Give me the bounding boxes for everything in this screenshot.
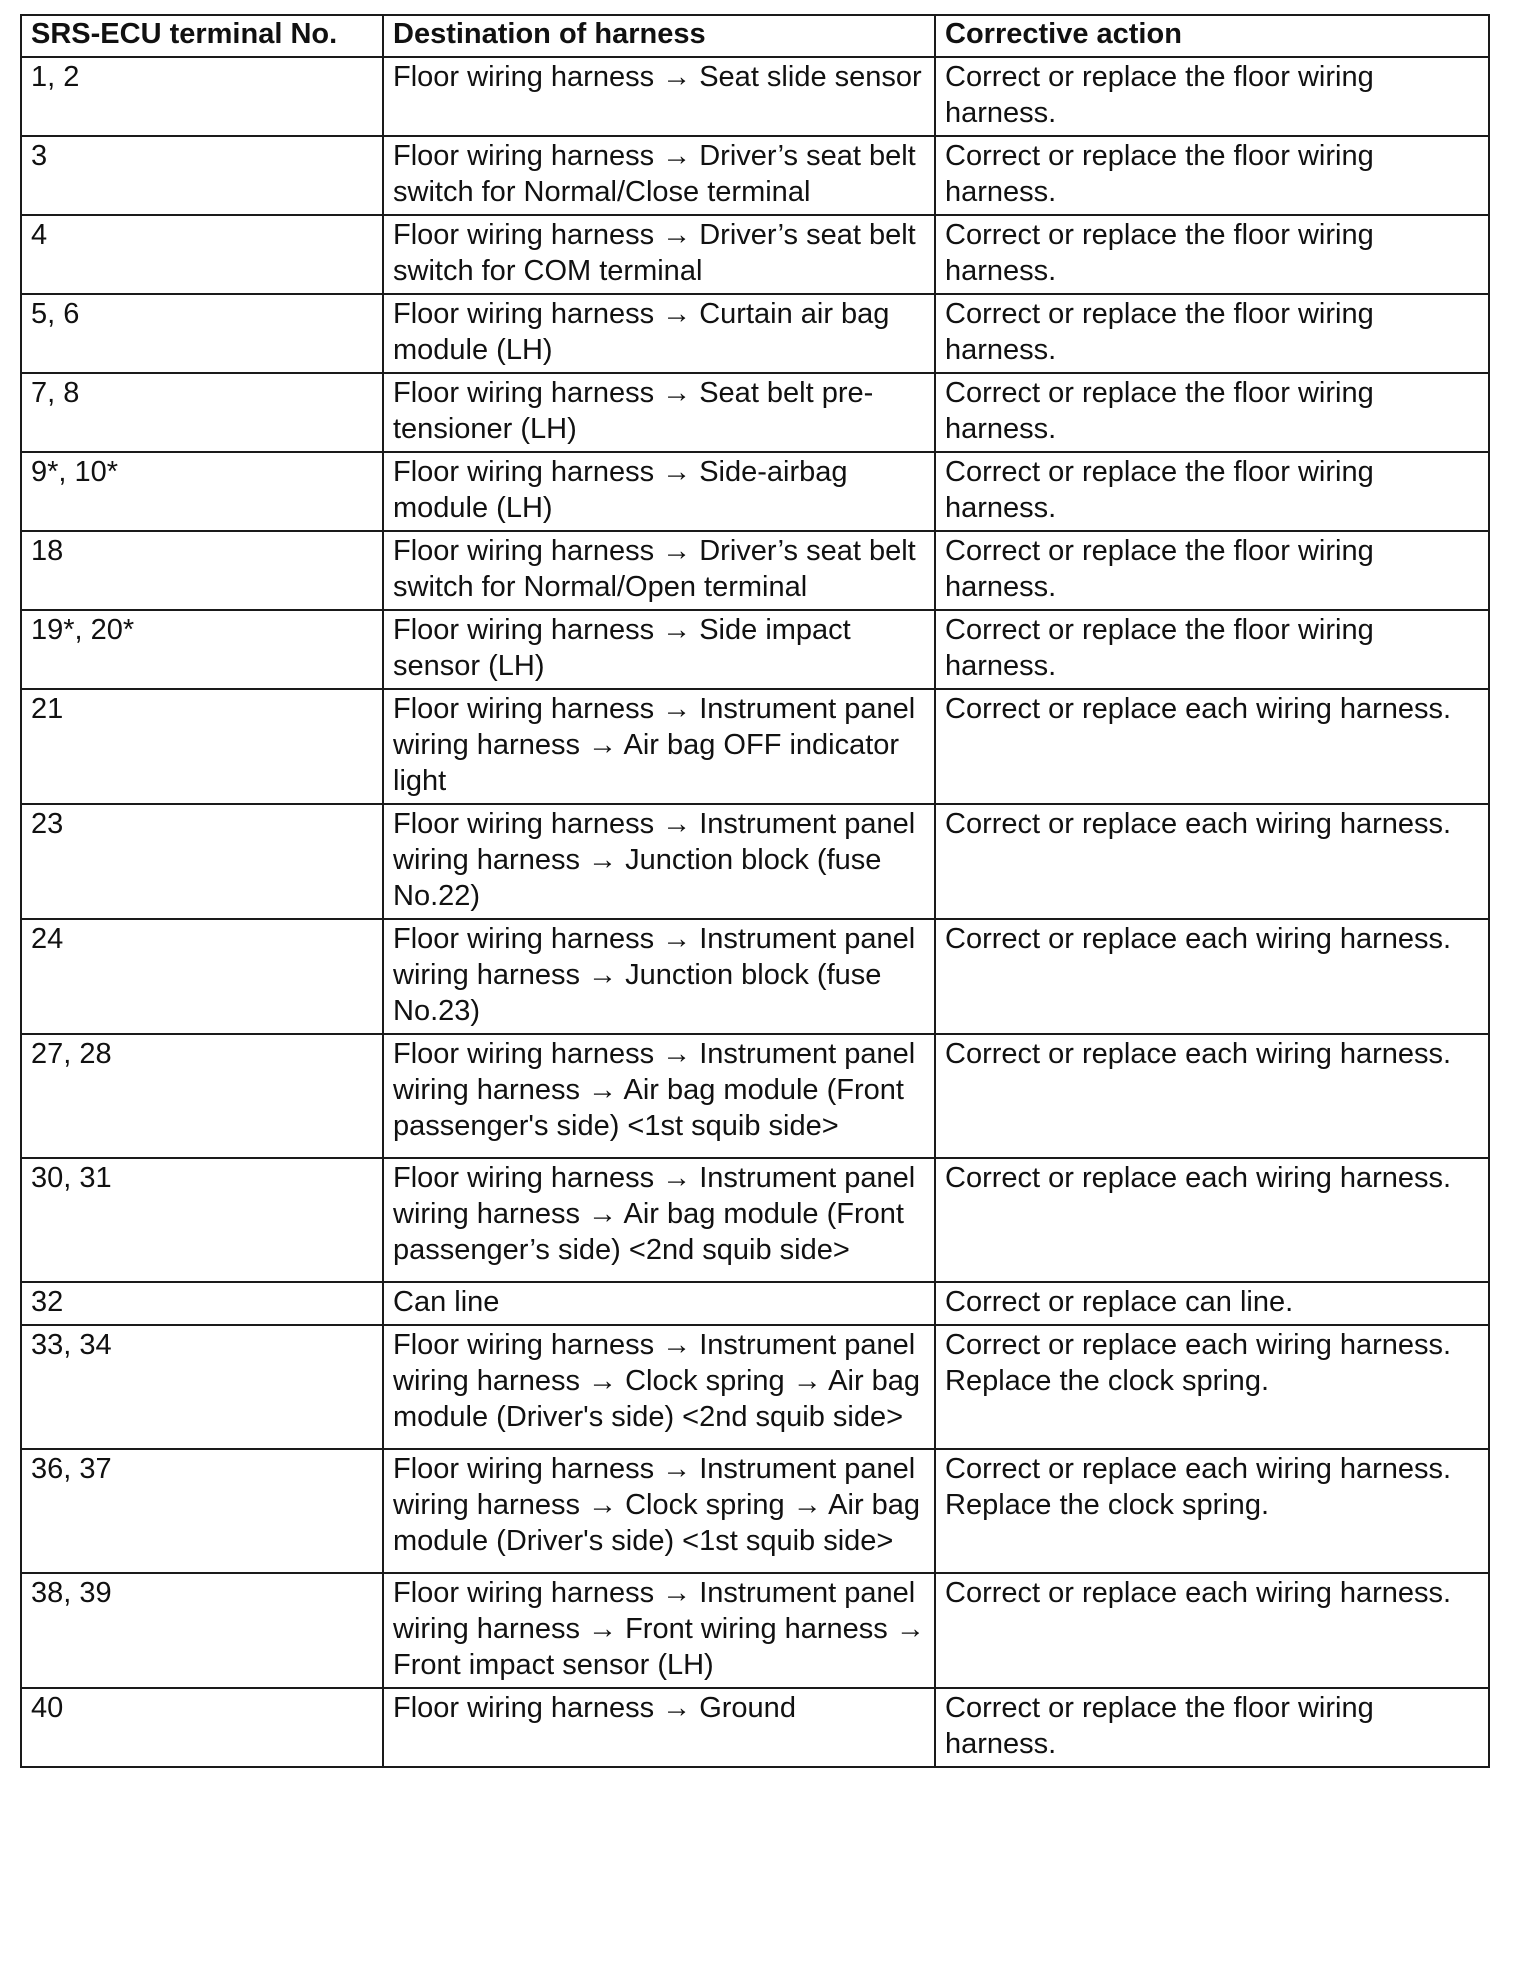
cell-destination: Floor wiring harness → Driver’s seat belt switch for Normal/Open terminal	[383, 531, 935, 610]
cell-destination: Floor wiring harness → Instrument panel wiring harness → Air bag OFF indicator light	[383, 689, 935, 804]
cell-action: Correct or replace the floor wiring harness.	[935, 452, 1489, 531]
cell-terminal: 4	[21, 215, 383, 294]
cell-action: Correct or replace the floor wiring harness.	[935, 1688, 1489, 1767]
cell-action: Correct or replace can line.	[935, 1282, 1489, 1325]
cell-action: Correct or replace each wiring harness. Replace the clock spring.	[935, 1325, 1489, 1449]
cell-destination: Floor wiring harness → Ground	[383, 1688, 935, 1767]
cell-action: Correct or replace the floor wiring harness.	[935, 136, 1489, 215]
cell-action: Correct or replace the floor wiring harness.	[935, 294, 1489, 373]
header-action: Corrective action	[935, 15, 1489, 57]
cell-destination: Floor wiring harness → Instrument panel wiring harness → Air bag module (Front passenger’s side) <2nd squib side>	[383, 1158, 935, 1282]
cell-terminal: 1, 2	[21, 57, 383, 136]
cell-destination: Floor wiring harness → Instrument panel wiring harness → Clock spring → Air bag module (Driver's side) <2nd squib side>	[383, 1325, 935, 1449]
cell-destination: Floor wiring harness → Seat slide sensor	[383, 57, 935, 136]
cell-terminal: 5, 6	[21, 294, 383, 373]
cell-action: Correct or replace each wiring harness.	[935, 1034, 1489, 1158]
cell-terminal: 3	[21, 136, 383, 215]
cell-action: Correct or replace each wiring harness.	[935, 1573, 1489, 1688]
cell-terminal: 23	[21, 804, 383, 919]
table-row	[21, 1282, 1489, 1325]
table-row	[21, 1325, 1489, 1449]
table-row	[21, 294, 1489, 373]
header-terminal: SRS-ECU terminal No.	[21, 15, 383, 57]
table-row	[21, 1034, 1489, 1158]
table-row	[21, 1573, 1489, 1688]
table-row	[21, 804, 1489, 919]
header-row	[21, 15, 1489, 57]
cell-destination: Floor wiring harness → Driver’s seat belt switch for Normal/Close terminal	[383, 136, 935, 215]
cell-terminal: 7, 8	[21, 373, 383, 452]
header-destination: Destination of harness	[383, 15, 935, 57]
cell-action: Correct or replace the floor wiring harness.	[935, 531, 1489, 610]
cell-destination: Floor wiring harness → Instrument panel wiring harness → Clock spring → Air bag module (Driver's side) <1st squib side>	[383, 1449, 935, 1573]
cell-terminal: 19*, 20*	[21, 610, 383, 689]
cell-action: Correct or replace each wiring harness. Replace the clock spring.	[935, 1449, 1489, 1573]
cell-terminal: 33, 34	[21, 1325, 383, 1449]
terminal-harness-table	[20, 14, 1490, 1768]
table-row	[21, 919, 1489, 1034]
table-row	[21, 1688, 1489, 1767]
cell-destination: Floor wiring harness → Instrument panel wiring harness → Front wiring harness → Front impact sensor (LH)	[383, 1573, 935, 1688]
cell-action: Correct or replace each wiring harness.	[935, 804, 1489, 919]
table-row	[21, 1449, 1489, 1573]
cell-action: Correct or replace the floor wiring harness.	[935, 215, 1489, 294]
table-row	[21, 531, 1489, 610]
table-row	[21, 610, 1489, 689]
cell-terminal: 27, 28	[21, 1034, 383, 1158]
cell-action: Correct or replace the floor wiring harness.	[935, 57, 1489, 136]
cell-action: Correct or replace each wiring harness.	[935, 919, 1489, 1034]
cell-destination: Floor wiring harness → Side impact sensor (LH)	[383, 610, 935, 689]
cell-destination: Can line	[383, 1282, 935, 1325]
cell-destination: Floor wiring harness → Instrument panel wiring harness → Junction block (fuse No.22)	[383, 804, 935, 919]
cell-terminal: 24	[21, 919, 383, 1034]
table-row	[21, 57, 1489, 136]
cell-terminal: 32	[21, 1282, 383, 1325]
cell-action: Correct or replace the floor wiring harness.	[935, 373, 1489, 452]
cell-destination: Floor wiring harness → Driver’s seat belt switch for COM terminal	[383, 215, 935, 294]
table-row	[21, 1158, 1489, 1282]
table-row	[21, 373, 1489, 452]
cell-destination: Floor wiring harness → Instrument panel wiring harness → Junction block (fuse No.23)	[383, 919, 935, 1034]
cell-terminal: 18	[21, 531, 383, 610]
cell-destination: Floor wiring harness → Seat belt pre-tensioner (LH)	[383, 373, 935, 452]
cell-action: Correct or replace each wiring harness.	[935, 689, 1489, 804]
cell-destination: Floor wiring harness → Curtain air bag module (LH)	[383, 294, 935, 373]
cell-action: Correct or replace each wiring harness.	[935, 1158, 1489, 1282]
cell-terminal: 36, 37	[21, 1449, 383, 1573]
table-row	[21, 452, 1489, 531]
cell-terminal: 9*, 10*	[21, 452, 383, 531]
cell-destination: Floor wiring harness → Side-airbag module (LH)	[383, 452, 935, 531]
table-row	[21, 689, 1489, 804]
table-row	[21, 215, 1489, 294]
table-row	[21, 136, 1489, 215]
cell-action: Correct or replace the floor wiring harness.	[935, 610, 1489, 689]
table-body	[21, 57, 1489, 1767]
cell-terminal: 21	[21, 689, 383, 804]
cell-destination: Floor wiring harness → Instrument panel wiring harness → Air bag module (Front passenger's side) <1st squib side>	[383, 1034, 935, 1158]
cell-terminal: 40	[21, 1688, 383, 1767]
cell-terminal: 30, 31	[21, 1158, 383, 1282]
cell-terminal: 38, 39	[21, 1573, 383, 1688]
